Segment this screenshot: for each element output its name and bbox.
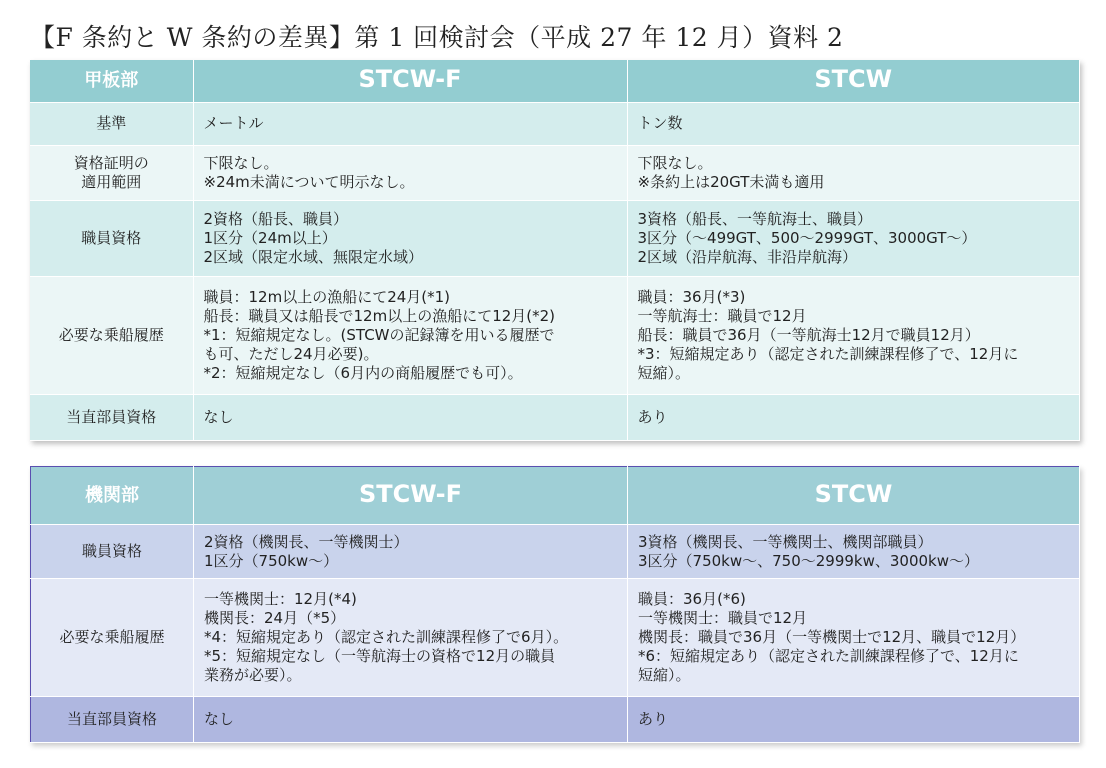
row-label: 当直部員資格 — [30, 394, 193, 440]
page-title: 【F 条約と W 条約の差異】第 1 回検討会（平成 27 年 12 月）資料 2 — [30, 23, 844, 52]
row-label: 職員資格 — [31, 525, 194, 579]
stcw-f-cell: 職員：12m以上の漁船にて24月(*1) 船長：職員又は船長で12m以上の漁船にて12月(*2) *1：短縮規定なし。(STCWの記録簿を用いる履歴で も可、ただし24月必要)。 *2：短縮規定なし（6月内の商船履歴でも可）。 — [193, 276, 627, 394]
table-row — [31, 697, 1080, 743]
row-label: 基準 — [30, 102, 193, 145]
stcw-cell: 3資格（船長、一等航海士、職員） 3区分（～499GT、500～2999GT、3000GT～） 2区域（沿岸航海、非沿岸航海） — [627, 200, 1080, 276]
table-row — [30, 145, 1080, 200]
section-header: 機関部 — [31, 467, 194, 525]
stcw-cell: 職員：36月(*6) 一等機関士：職員で12月 機関長：職員で36月（一等機関士で12月、職員で12月） *6：短縮規定あり（認定された訓練課程修了で、12月に 短縮）。 — [628, 579, 1080, 697]
stcw-f-cell: 2資格（船長、職員） 1区分（24m以上） 2区域（限定水域、無限定水域） — [193, 200, 627, 276]
row-label: 当直部員資格 — [31, 697, 194, 743]
stcw-f-column-header: STCW-F — [193, 60, 627, 102]
engine-department-table — [30, 466, 1080, 743]
stcw-cell: トン数 — [627, 102, 1080, 145]
stcw-f-cell: 一等機関士：12月(*4) 機関長：24月（*5） *4：短縮規定あり（認定された訓練課程修了で6月）。 *5：短縮規定なし（一等航海士の資格で12月の職員 業務が必要）。 — [194, 579, 628, 697]
table-row — [31, 525, 1080, 579]
table-row — [30, 102, 1080, 145]
row-label: 資格証明の 適用範囲 — [30, 145, 193, 200]
row-label: 必要な乗船履歴 — [30, 276, 193, 394]
row-label: 職員資格 — [30, 200, 193, 276]
table-header-row — [30, 60, 1080, 102]
table-row — [30, 200, 1080, 276]
table-row — [31, 579, 1080, 697]
row-label: 必要な乗船履歴 — [31, 579, 194, 697]
stcw-cell: あり — [627, 394, 1080, 440]
stcw-cell: 3資格（機関長、一等機関士、機関部職員） 3区分（750kw～、750～2999kw、3000kw～） — [628, 525, 1080, 579]
stcw-cell: 職員：36月(*3) 一等航海士：職員で12月 船長：職員で36月（一等航海士12月で職員12月） *3：短縮規定あり（認定された訓練課程修了で、12月に 短縮）。 — [627, 276, 1080, 394]
stcw-cell: 下限なし。 ※条約上は20GT未満も適用 — [627, 145, 1080, 200]
stcw-cell: あり — [628, 697, 1080, 743]
stcw-f-cell: メートル — [193, 102, 627, 145]
stcw-column-header: STCW — [628, 467, 1080, 525]
table-row — [30, 394, 1080, 440]
table-row — [30, 276, 1080, 394]
stcw-f-cell: 下限なし。 ※24m未満について明示なし。 — [193, 145, 627, 200]
stcw-f-column-header: STCW-F — [194, 467, 628, 525]
stcw-f-cell: なし — [194, 697, 628, 743]
stcw-f-cell: 2資格（機関長、一等機関士） 1区分（750kw～） — [194, 525, 628, 579]
section-header: 甲板部 — [30, 60, 193, 102]
deck-department-table — [30, 60, 1080, 441]
table-header-row — [31, 467, 1080, 525]
stcw-column-header: STCW — [627, 60, 1080, 102]
stcw-f-cell: なし — [193, 394, 627, 440]
